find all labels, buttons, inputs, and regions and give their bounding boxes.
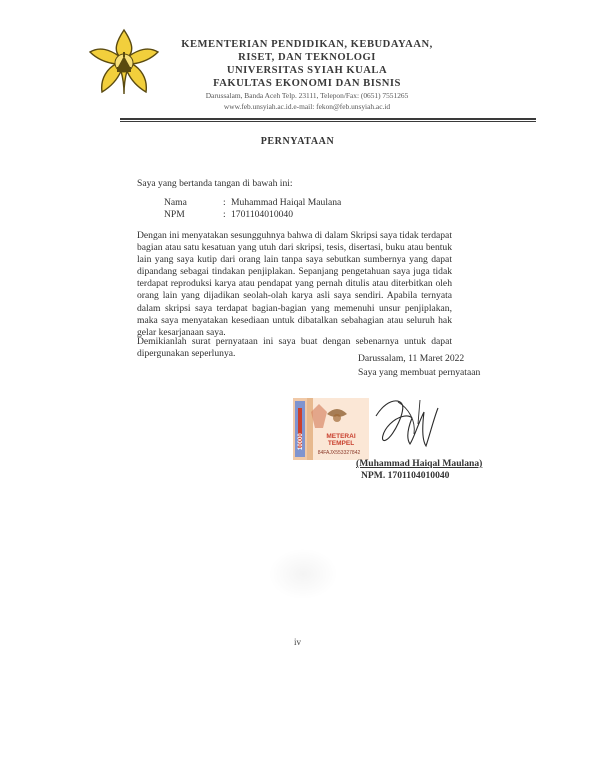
- signatory-name: (Muhammad Haiqal Maulana): [356, 458, 483, 469]
- letterhead-divider-thin: [120, 121, 536, 122]
- maker-label: Saya yang membuat pernyataan: [358, 367, 481, 378]
- letterhead-divider: [120, 118, 536, 120]
- bleed-through-mark: [268, 548, 338, 600]
- identity-separator: :: [223, 197, 226, 208]
- identity-label: NPM: [164, 209, 185, 220]
- identity-value: Muhammad Haiqal Maulana: [231, 197, 342, 208]
- stamp-text-2: TEMPEL: [327, 440, 355, 447]
- meterai-stamp: [293, 398, 369, 460]
- faculty-name: FAKULTAS EKONOMI DAN BISNIS: [213, 78, 401, 89]
- university-name: UNIVERSITAS SYIAH KUALA: [226, 65, 388, 76]
- identity-label: Nama: [164, 197, 187, 208]
- identity-separator: :: [223, 209, 226, 220]
- identity-row-npm: [164, 209, 293, 220]
- contact-line: www.feb.unsyiah.ac.id.e-mail: fekon@feb.unsyiah.ac.id: [223, 102, 391, 111]
- signatory-npm: NPM. 1701104010040: [361, 470, 450, 481]
- handwritten-signature: [368, 394, 448, 454]
- stamp-serial: 84FAJX553327842: [317, 450, 361, 456]
- university-logo-icon: [88, 26, 160, 98]
- address-line: Darussalam, Banda Aceh Telp. 23111, Telepon/Fax: (0651) 7551265: [205, 91, 409, 100]
- intro-text: Saya yang bertanda tangan di bawah ini:: [137, 178, 293, 189]
- stamp-value: 10000: [298, 433, 304, 450]
- identity-row-name: [164, 197, 341, 208]
- place-date: Darussalam, 11 Maret 2022: [358, 353, 465, 364]
- statement-paragraph: Dengan ini menyatakan sesungguhnya bahwa di dalam Skripsi saya tidak terdapat bagian atau satu kesatuan yang utuh dari skripsi, tesis, disertasi, buku atau bentuk lain yang saya kutip dari orang lain tanpa saya sebutkan sumbernya yang dapat dipandang sebagai tindakan penjiplakan. Sepanjang pengetahuan saya juga tidak terdapat reproduksi karya atau pendapat yang pernah ditulis atau diterbitkan oleh orang lain yang dijadikan seolah-olah karya asli saya sendiri. Apabila ternyata dalam skripsi saya terdapat bagian-bagian yang memenuhi unsur penjiplakan, maka saya menyatakan kesediaan untuk dibatalkan sebahagian atau seluruh hak gelar kesarjanaan saya.: [137, 230, 452, 338]
- ministry-line-2: RISET, DAN TEKNOLOGI: [238, 52, 376, 63]
- page-number: iv: [293, 637, 301, 647]
- closing-paragraph: Demikianlah surat pernyataan ini saya buat dengan sebenarnya untuk dapat dipergunakan seperlunya.: [137, 336, 452, 360]
- ministry-line-1: KEMENTERIAN PENDIDIKAN, KEBUDAYAAN,: [181, 39, 433, 50]
- stamp-text-1: METERAI: [326, 433, 356, 440]
- identity-value: 1701104010040: [231, 209, 294, 220]
- document-title: PERNYATAAN: [260, 136, 335, 147]
- letterhead: [176, 38, 438, 112]
